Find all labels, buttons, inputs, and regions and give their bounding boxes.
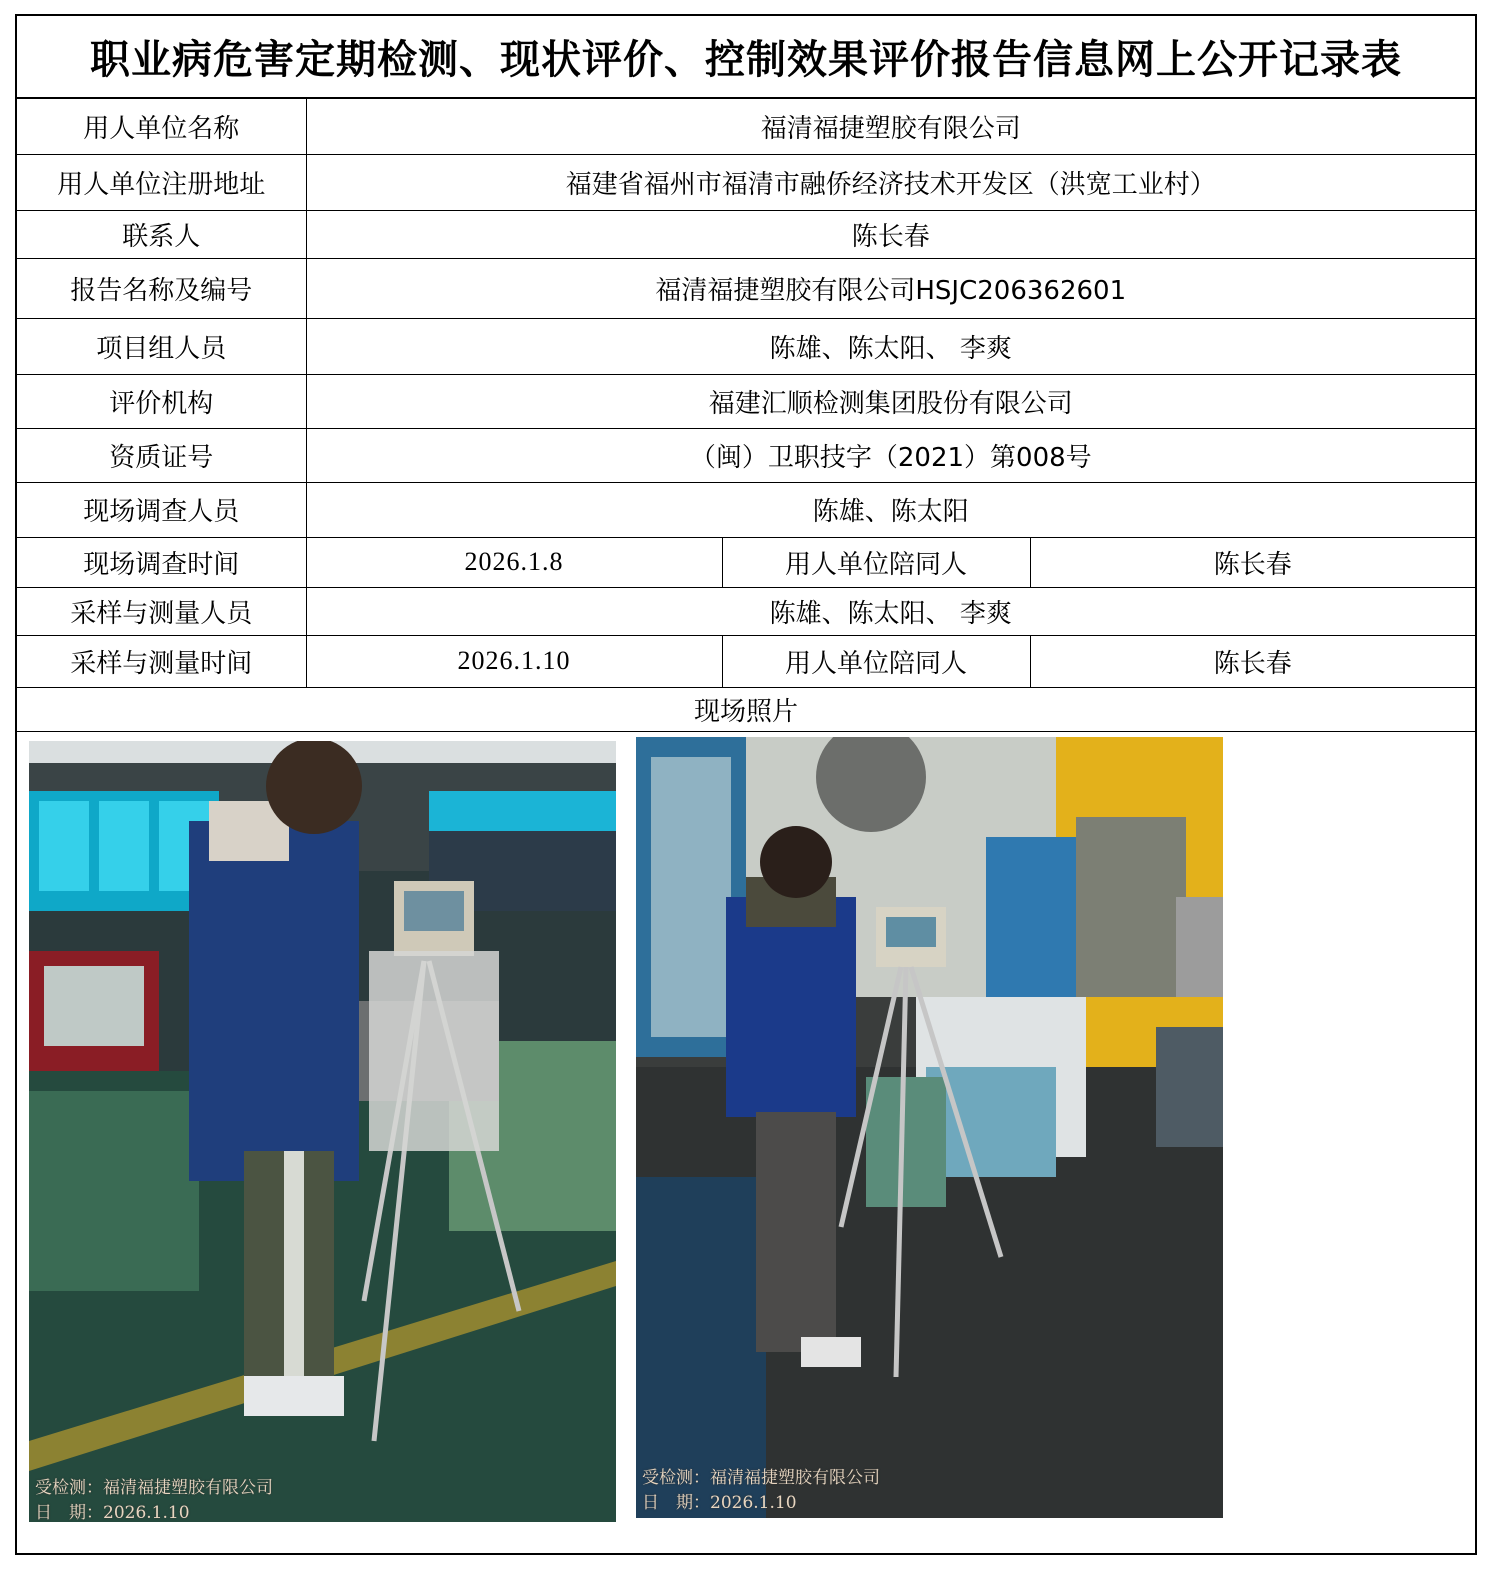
sampling-time-label: 采样与测量时间: [17, 635, 306, 687]
page-title: 职业病危害定期检测、现状评价、控制效果评价报告信息网上公开记录表: [17, 16, 1475, 99]
table-row: [17, 635, 1475, 687]
table-row: [17, 587, 1475, 635]
report-value: 福清福捷塑胶有限公司HSJC206362601: [306, 258, 1475, 318]
team-value: 陈雄、陈太阳、 李爽: [306, 318, 1475, 374]
survey-time-value: 2026.1.8: [306, 537, 722, 587]
survey-staff-label: 现场调查人员: [17, 482, 306, 537]
survey-companion-value: 陈长春: [1030, 537, 1475, 587]
table-row: [17, 428, 1475, 482]
site-photo-1-image: [29, 741, 616, 1522]
agency-label: 评价机构: [17, 374, 306, 428]
team-label: 项目组人员: [17, 318, 306, 374]
sampling-staff-label: 采样与测量人员: [17, 587, 306, 635]
contact-value: 陈长春: [306, 210, 1475, 258]
table-row: [17, 537, 1475, 587]
employer-address-value: 福建省福州市福清市融侨经济技术开发区（洪宽工业村）: [306, 154, 1475, 210]
photo-2-watermark-line2: 日 期：2026.1.10: [642, 1493, 797, 1513]
table-row: [17, 374, 1475, 428]
employer-address-label: 用人单位注册地址: [17, 154, 306, 210]
agency-value: 福建汇顺检测集团股份有限公司: [306, 374, 1475, 428]
employer-name-value: 福清福捷塑胶有限公司: [306, 99, 1475, 154]
survey-companion-label: 用人单位陪同人: [722, 537, 1030, 587]
sampling-staff-value: 陈雄、陈太阳、 李爽: [306, 587, 1475, 635]
site-photo-1: [29, 741, 616, 1522]
sampling-time-value: 2026.1.10: [306, 635, 722, 687]
table-row: [17, 99, 1475, 154]
table-row: [17, 318, 1475, 374]
table-row: [17, 210, 1475, 258]
employer-name-label: 用人单位名称: [17, 99, 306, 154]
site-photo-2-image: [636, 737, 1223, 1518]
contact-label: 联系人: [17, 210, 306, 258]
survey-staff-value: 陈雄、陈太阳: [306, 482, 1475, 537]
table-row: [17, 154, 1475, 210]
sampling-companion-value: 陈长春: [1030, 635, 1475, 687]
report-label: 报告名称及编号: [17, 258, 306, 318]
photo-2-watermark-line1: 受检测：福清福捷塑胶有限公司: [642, 1468, 880, 1488]
certificate-label: 资质证号: [17, 428, 306, 482]
table-row: [17, 482, 1475, 537]
photos-heading: 现场照片: [17, 687, 1475, 731]
certificate-value: （闽）卫职技字（2021）第008号: [306, 428, 1475, 482]
photo-1-watermark-line2: 日 期：2026.1.10: [35, 1503, 190, 1522]
photo-1-watermark-line1: 受检测：福清福捷塑胶有限公司: [35, 1478, 273, 1498]
table-row: [17, 258, 1475, 318]
survey-time-label: 现场调查时间: [17, 537, 306, 587]
info-table: [17, 99, 1475, 732]
sampling-companion-label: 用人单位陪同人: [722, 635, 1030, 687]
site-photo-2: [636, 737, 1223, 1518]
table-row: [17, 687, 1475, 731]
record-sheet: [15, 14, 1477, 1555]
